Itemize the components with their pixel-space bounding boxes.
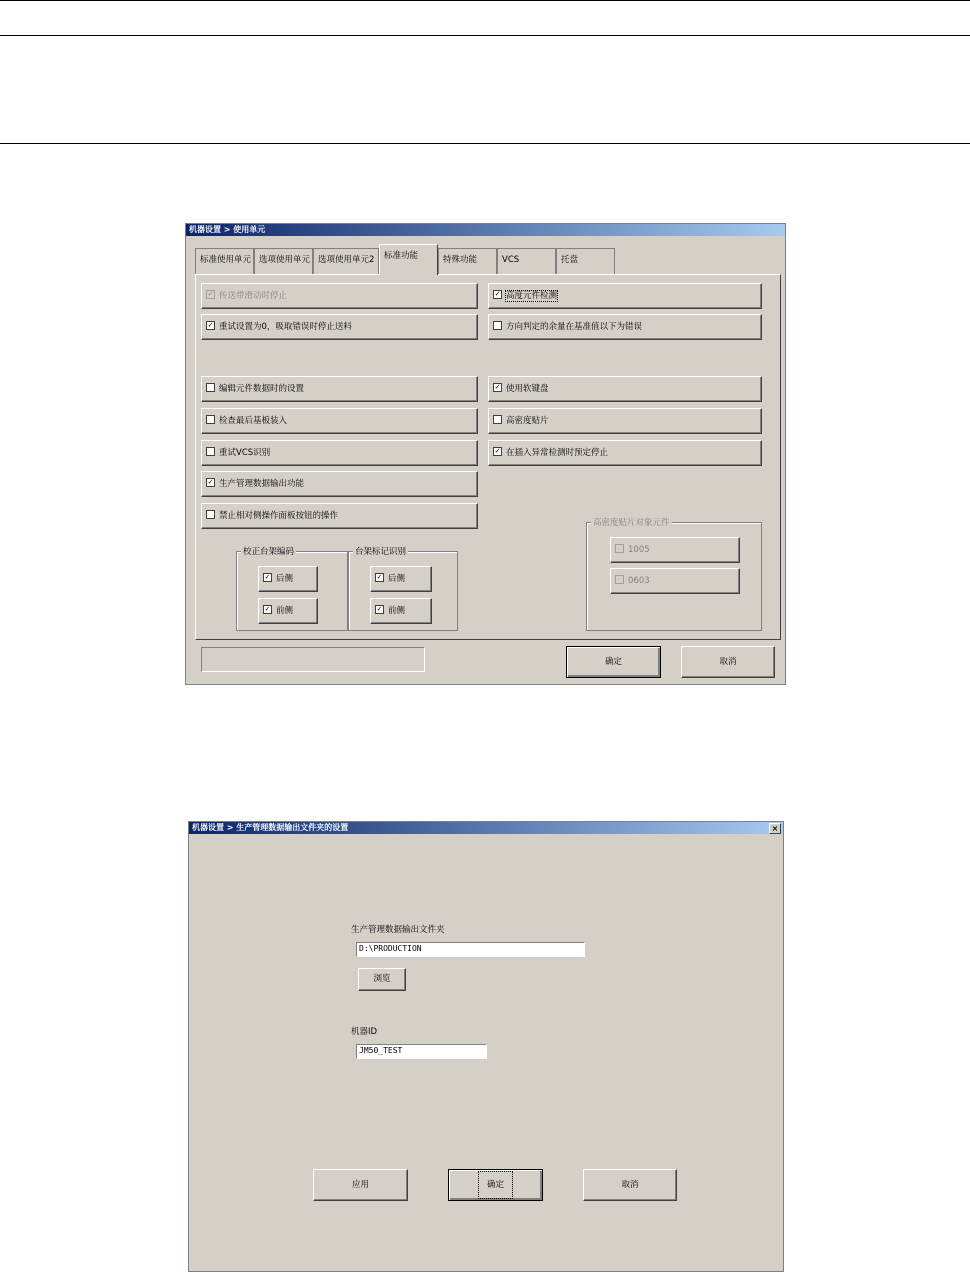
group-legend: 台架标记识别: [355, 547, 407, 557]
tab-standard-functions[interactable]: [379, 244, 438, 275]
button-label: 确定: [486, 1180, 504, 1190]
option-label: 高密度贴片: [506, 416, 549, 426]
button-label: 取消: [621, 1180, 639, 1190]
option-soft-keyboard[interactable]: [488, 376, 762, 402]
option-check-last-board[interactable]: [201, 408, 478, 434]
checkbox: [493, 415, 502, 424]
option-label: 前侧: [388, 606, 406, 616]
tab-label: 标准使用单元: [200, 255, 252, 265]
option-direction-margin-error[interactable]: [488, 314, 762, 340]
hd-0603-checkbox: [610, 568, 740, 594]
tab-option-units-2[interactable]: [313, 248, 379, 274]
option-label: 传送带滑动时停止: [219, 291, 288, 301]
option-conveyor-slide-stop: [201, 283, 478, 309]
option-production-data-output[interactable]: [201, 471, 478, 497]
group-stage-mark: [348, 547, 458, 631]
option-disable-opposite-panel[interactable]: [201, 503, 478, 529]
dialog-title: 机器设置 > 使用单元: [186, 224, 785, 236]
tab-standard-units[interactable]: [195, 248, 254, 274]
checkbox: [493, 321, 502, 330]
checkbox: ✓: [264, 573, 271, 581]
production-folder-dialog: [188, 821, 784, 1272]
ok-button[interactable]: [566, 646, 661, 678]
folder-path-input[interactable]: D:\PRODUCTION: [356, 942, 585, 957]
option-high-density[interactable]: [488, 408, 762, 434]
mark-rear-checkbox[interactable]: [370, 566, 432, 592]
checkbox: ✓: [494, 447, 501, 455]
option-label: 在插入异常检测时预定停止: [506, 448, 609, 458]
option-label: 1005: [628, 545, 650, 555]
checkbox: [206, 447, 215, 456]
option-label: 禁止相对侧操作面板按钮的操作: [219, 511, 339, 521]
option-label: 重试VCS识别: [219, 448, 271, 458]
dialog-title: [189, 822, 783, 834]
checkbox: ✓: [494, 290, 501, 298]
option-label: 使用软键盘: [506, 384, 549, 394]
checkbox: ✓: [494, 383, 501, 391]
option-retry-zero-stop[interactable]: [201, 314, 478, 340]
button-label: 确定: [604, 657, 622, 667]
folder-label: 生产管理数据输出文件夹: [351, 925, 445, 935]
button-label: 取消: [719, 657, 737, 667]
tab-label: 选项使用单元2: [318, 255, 375, 265]
checkbox: [206, 415, 215, 424]
tab-label: 标准功能: [384, 251, 419, 261]
checkbox: ✓: [376, 605, 383, 613]
checkbox: ✓: [207, 321, 214, 329]
button-label: 应用: [351, 1180, 369, 1190]
checkbox: [615, 575, 624, 584]
calib-rear-checkbox[interactable]: [258, 566, 318, 592]
tab-label: 托盘: [561, 255, 579, 265]
cancel-button[interactable]: [681, 646, 775, 678]
checkbox: [206, 510, 215, 519]
option-label: 前侧: [276, 606, 294, 616]
option-label: 方向判定的余量在基准值以下为错误: [506, 322, 643, 332]
button-label: 浏览: [373, 974, 391, 984]
page-rule-3: [0, 143, 970, 144]
option-edit-part-data[interactable]: [201, 376, 478, 402]
option-label: 检查最后基板装入: [219, 416, 288, 426]
tab-option-units[interactable]: [254, 248, 313, 274]
dialog-title-text: 机器设置 > 生产管理数据输出文件夹的设置: [192, 823, 349, 832]
checkbox: [206, 383, 215, 392]
machine-id-input[interactable]: JM50_TEST: [356, 1044, 487, 1059]
mark-front-checkbox[interactable]: [370, 598, 432, 624]
checkbox: ✓: [207, 478, 214, 486]
group-legend: 校正台架编码: [243, 547, 295, 557]
tab-label: 选项使用单元: [259, 255, 311, 265]
option-label: 0603: [628, 576, 650, 586]
option-insert-error-stop[interactable]: [488, 440, 762, 466]
hd-1005-checkbox: [610, 537, 740, 563]
machine-id-label: 机器ID: [351, 1027, 378, 1037]
option-label: 重试设置为0，吸取错误时停止送料: [219, 322, 352, 332]
cancel-button[interactable]: [583, 1169, 677, 1201]
option-label: 编辑元件数据时的设置: [219, 384, 305, 394]
close-icon[interactable]: ×: [769, 823, 781, 834]
apply-button[interactable]: [313, 1169, 408, 1201]
tab-label: VCS: [502, 255, 520, 265]
page-rule-2: [0, 35, 970, 36]
tab-special-functions[interactable]: [438, 248, 497, 274]
group-calibration-stage: [236, 547, 348, 631]
status-field: [201, 647, 425, 672]
option-height-part-check[interactable]: [488, 283, 762, 309]
tab-vcs[interactable]: [497, 248, 556, 274]
usage-unit-dialog: [185, 223, 786, 685]
option-label: 后侧: [388, 574, 406, 584]
option-label: 高度元件检测: [506, 291, 558, 301]
checkbox: [615, 544, 624, 553]
group-high-density-parts: [586, 518, 762, 631]
checkbox: ✓: [376, 573, 383, 581]
page-rule-top: [0, 0, 970, 1]
option-label: 生产管理数据输出功能: [219, 479, 305, 489]
group-legend: 高密度贴片对象元件: [593, 518, 670, 528]
checkbox: ✓: [207, 290, 214, 298]
option-retry-vcs[interactable]: [201, 440, 478, 466]
tab-tray[interactable]: [556, 248, 615, 274]
ok-button[interactable]: [448, 1169, 543, 1201]
calib-front-checkbox[interactable]: [258, 598, 318, 624]
option-label: 后侧: [276, 574, 294, 584]
tab-label: 特殊功能: [443, 255, 478, 265]
checkbox: ✓: [264, 605, 271, 613]
browse-button[interactable]: [358, 968, 406, 991]
